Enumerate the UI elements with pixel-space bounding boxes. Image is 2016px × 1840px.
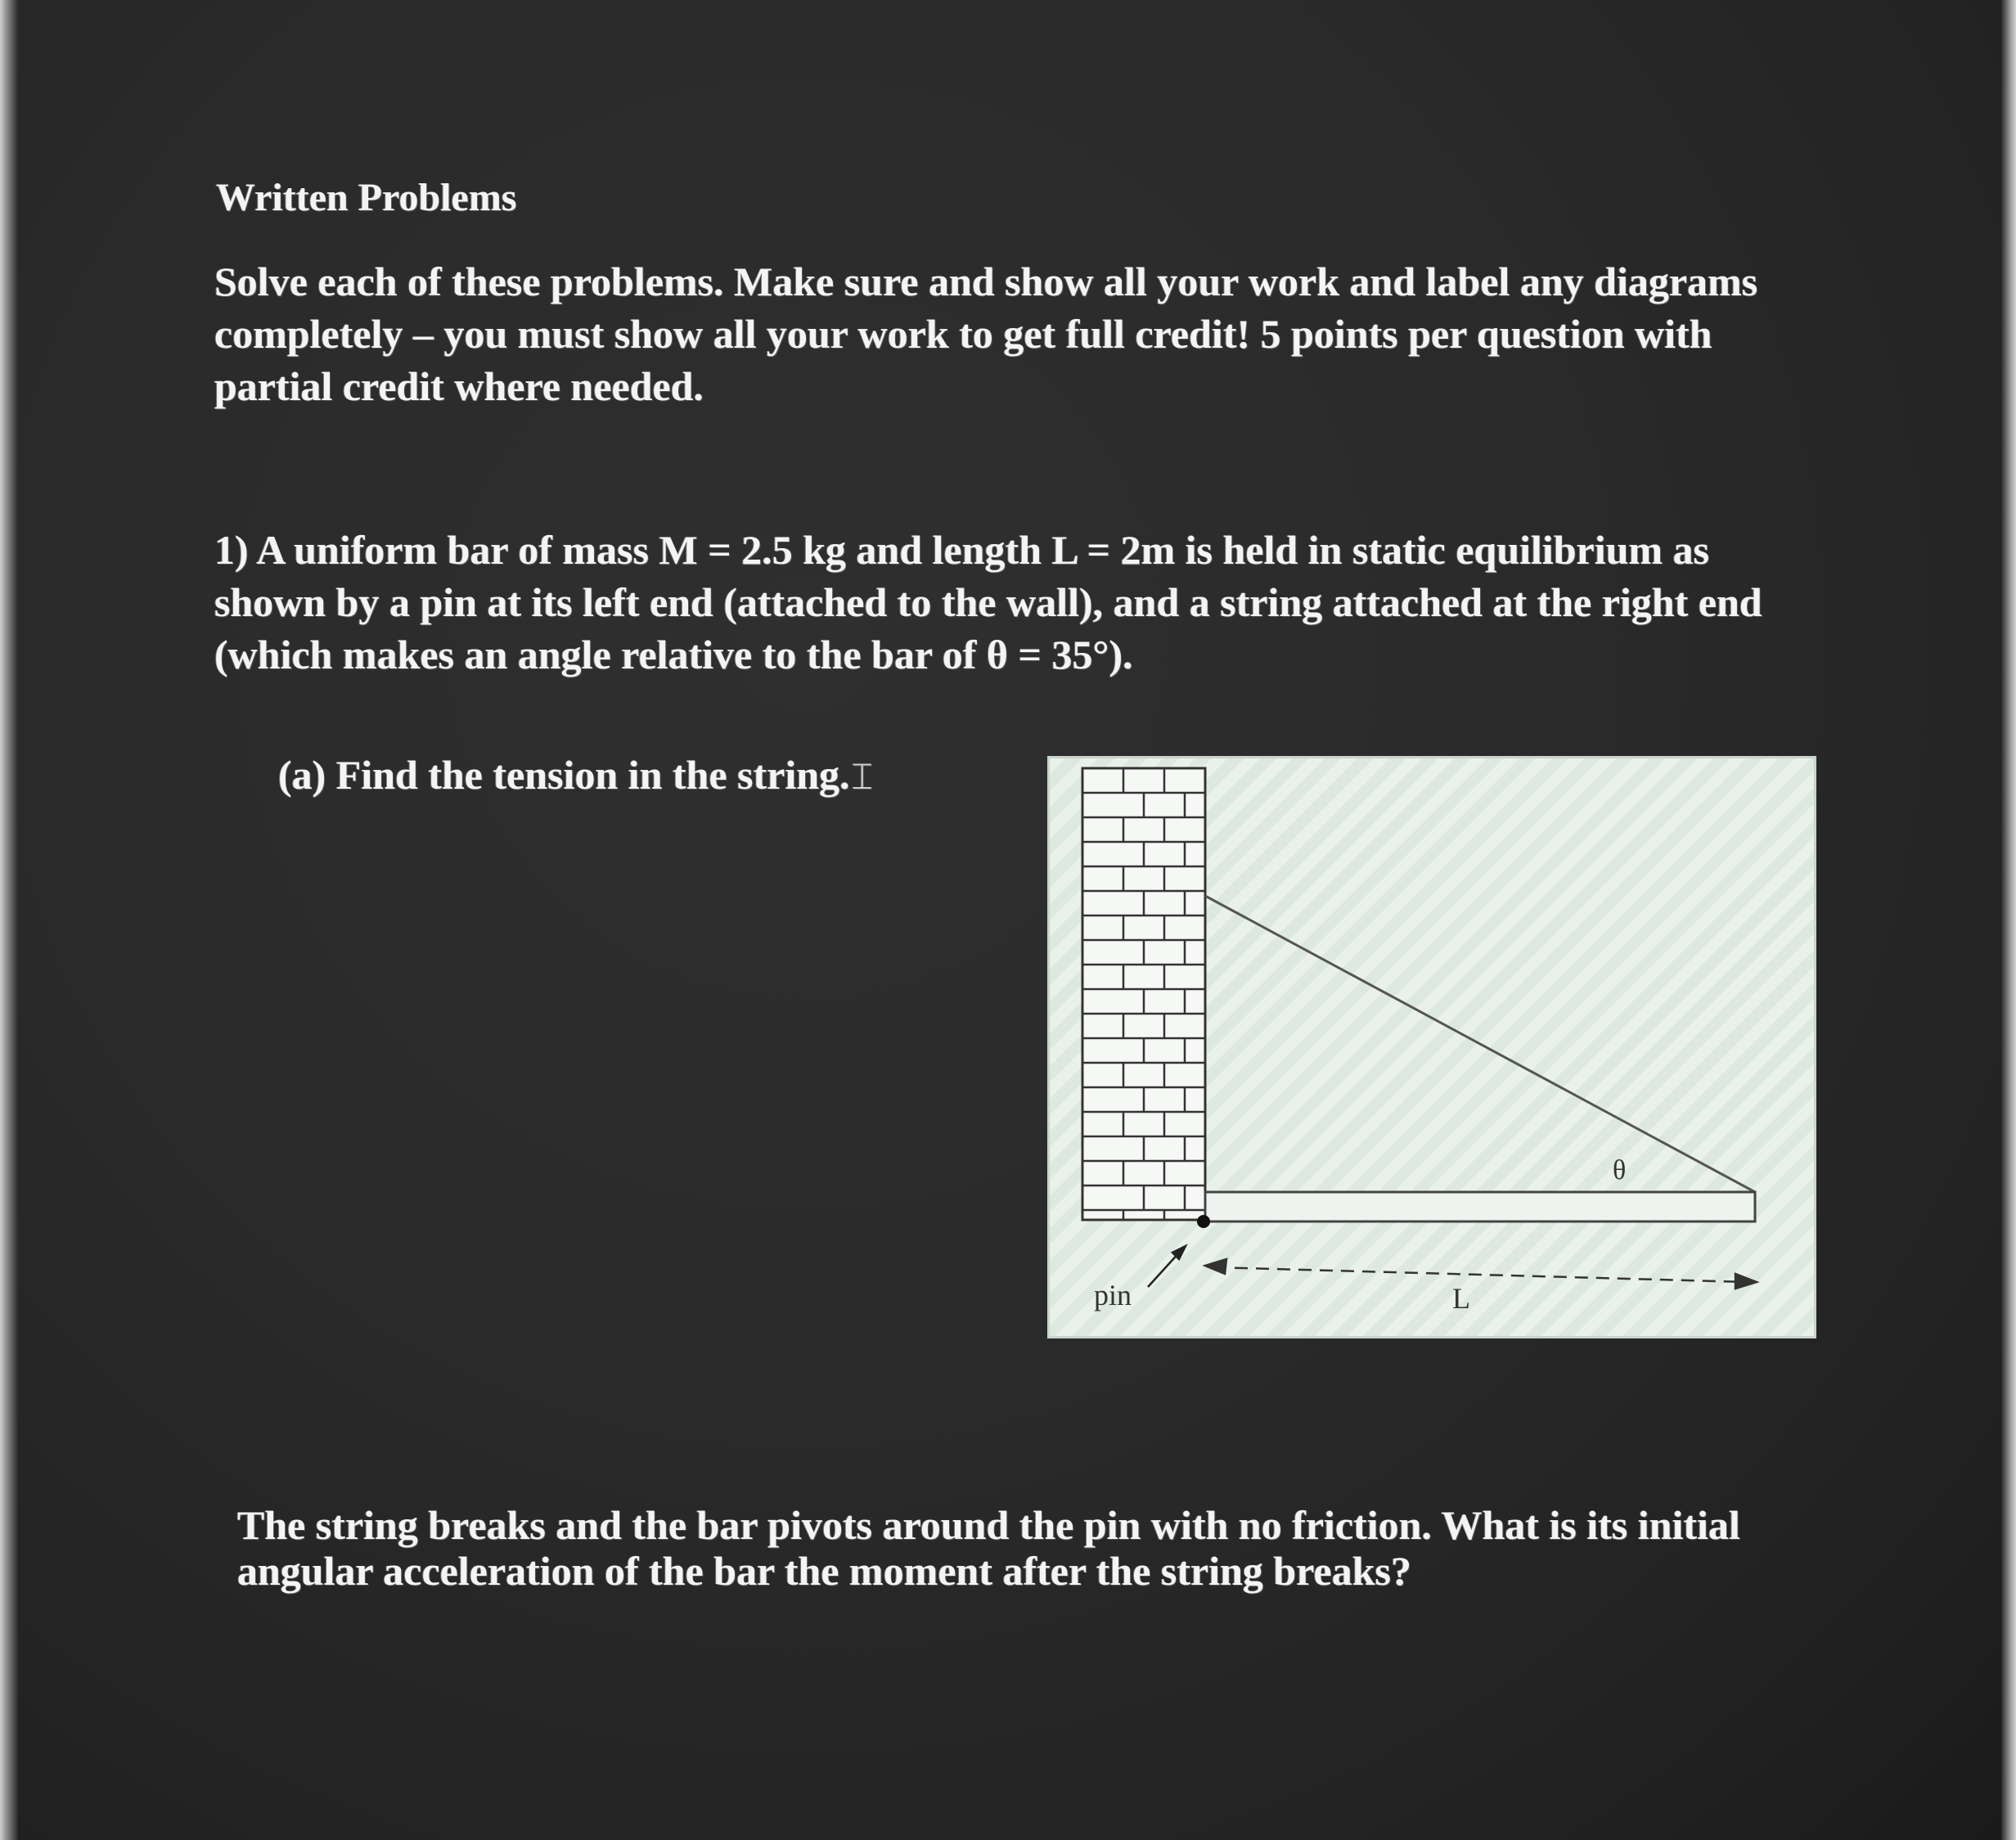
- monitor-bezel-right: [2001, 0, 2016, 1840]
- instructions-paragraph: Solve each of these problems. Make sure and show all your work and label any diagrams completely – you must show all your work to get full credit! 5 points per question with partial credit where needed.: [214, 259, 1758, 409]
- length-dimension-arrow: [1205, 1259, 1757, 1289]
- part-a-text: (a) Find the tension in the string.: [278, 752, 850, 798]
- section-heading: Written Problems: [216, 176, 517, 219]
- angle-label: θ: [1613, 1155, 1627, 1185]
- text-cursor-icon: ⌶: [851, 756, 874, 798]
- part-a-question: [278, 751, 873, 799]
- string-line: [1205, 896, 1755, 1192]
- bar-diagram-svg: [1050, 758, 1814, 1336]
- uniform-bar: [1205, 1192, 1755, 1221]
- part-b-question: The string breaks and the bar pivots around the pin with no friction. What is its initial angular acceleration of the bar the moment after the string breaks?: [237, 1502, 1740, 1594]
- length-label: L: [1452, 1282, 1470, 1315]
- pin-dot: [1197, 1215, 1210, 1228]
- pin-arrow: [1148, 1246, 1186, 1287]
- bar-diagram: [1047, 756, 1816, 1338]
- pin-label: pin: [1094, 1279, 1132, 1311]
- monitor-bezel-left: [0, 0, 18, 1840]
- problem-1-statement: 1) A uniform bar of mass M = 2.5 kg and length L = 2m is held in static equilibrium as shown by a pin at its left end (attached to the wall), and a string attached at the right end (which makes an angle relative to the bar of θ = 35°).: [214, 527, 1762, 677]
